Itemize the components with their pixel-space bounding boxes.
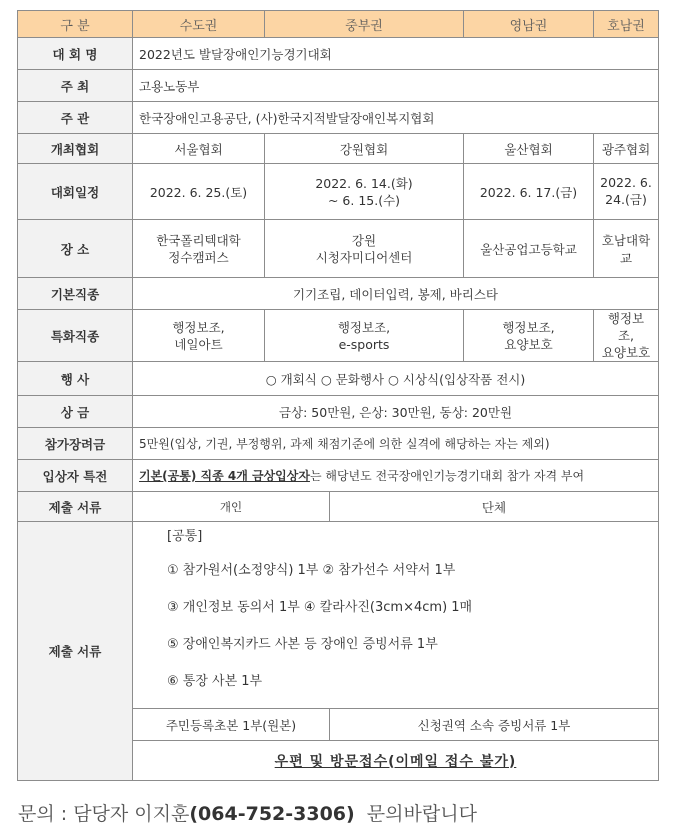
event-name-label: 대 회 명 xyxy=(18,38,133,70)
schedule-row xyxy=(18,164,659,220)
document-item: ⑥ 통장 사본 1부 xyxy=(167,674,263,689)
winner-benefit-highlight: 기본(공통) 직종 4개 금상입상자 xyxy=(139,469,310,483)
basic-jobs-label: 기본직종 xyxy=(18,278,133,310)
special-jobs-central: 행정보조, e-sports xyxy=(265,310,464,362)
mail-note: 우편 및 방문접수(이메일 접수 불가) xyxy=(274,753,517,770)
footer-contact: 담당자 이지훈 xyxy=(73,803,190,825)
basic-jobs-value: 기기조립, 데이터입력, 봉제, 바리스타 xyxy=(133,278,659,310)
event-name-row xyxy=(18,38,659,70)
special-jobs-row xyxy=(18,310,659,362)
documents-individual: 주민등록초본 1부(원본) xyxy=(133,709,330,741)
host-association-yeongnam: 울산협회 xyxy=(464,134,594,164)
prizes-value: 금상: 50만원, 은상: 30만원, 동상: 20만원 xyxy=(133,396,659,428)
host-label: 주 최 xyxy=(18,70,133,102)
venue-label: 장 소 xyxy=(18,220,133,278)
host-value: 고용노동부 xyxy=(133,70,659,102)
documents-label: 제출 서류 xyxy=(18,522,133,781)
document-item: ③ 개인정보 동의서 1부 ④ 칼라사진(3cm×4cm) 1매 xyxy=(167,600,473,615)
host-association-label: 개최협회 xyxy=(18,134,133,164)
footer-phone: (064-752-3306) xyxy=(189,803,355,825)
documents-group: 신청권역 소속 증빙서류 1부 xyxy=(330,709,659,741)
header-region-honam: 호남권 xyxy=(594,11,659,38)
header-category: 구 분 xyxy=(18,11,133,38)
venue-central: 강원 시청자미디어센터 xyxy=(265,220,464,278)
prizes-row xyxy=(18,396,659,428)
special-jobs-honam: 행정보조, 요양보호 xyxy=(594,310,659,362)
basic-jobs-row xyxy=(18,278,659,310)
header-region-yeongnam: 영남권 xyxy=(464,11,594,38)
host-association-central: 강원협회 xyxy=(265,134,464,164)
schedule-capital: 2022. 6. 25.(토) xyxy=(133,164,265,220)
winner-benefit-label: 입상자 특전 xyxy=(18,460,133,492)
submission-type-row xyxy=(18,492,659,522)
document-item: ⑤ 장애인복지카드 사본 등 장애인 증빙서류 1부 xyxy=(167,637,438,652)
participation-fee-value: 5만원(입상, 기권, 부정행위, 과제 채점기준에 의한 실격에 해당하는 자는 제외) xyxy=(133,428,659,460)
venue-row xyxy=(18,220,659,278)
schedule-central: 2022. 6. 14.(화) ~ 6. 15.(수) xyxy=(265,164,464,220)
winner-benefit-value xyxy=(133,460,659,492)
host-association-row xyxy=(18,134,659,164)
organizer-row xyxy=(18,102,659,134)
submission-group: 단체 xyxy=(330,492,659,522)
schedule-honam: 2022. 6. 24.(금) xyxy=(594,164,659,220)
venue-yeongnam: 울산공업고등학교 xyxy=(464,220,594,278)
contact-footer xyxy=(18,799,477,826)
header-region-capital: 수도권 xyxy=(133,11,265,38)
header-region-central: 중부권 xyxy=(265,11,464,38)
events-value: ○ 개회식 ○ 문화행사 ○ 시상식(입상작품 전시) xyxy=(133,362,659,396)
documents-common-cell xyxy=(133,522,659,709)
event-name-value: 2022년도 발달장애인기능경기대회 xyxy=(133,38,659,70)
footer-prefix: 문의 : xyxy=(18,803,74,825)
host-association-capital: 서울협회 xyxy=(133,134,265,164)
organizer-value: 한국장애인고용공단, (사)한국지적발달장애인복지협회 xyxy=(133,102,659,134)
special-jobs-yeongnam: 행정보조, 요양보호 xyxy=(464,310,594,362)
winner-benefit-text: 는 해당년도 전국장애인기능경기대회 참가 자격 부여 xyxy=(309,469,585,483)
winner-benefit-row xyxy=(18,460,659,492)
venue-capital: 한국폴리텍대학 정수캠퍼스 xyxy=(133,220,265,278)
host-association-honam: 광주협회 xyxy=(594,134,659,164)
document-item: ① 참가원서(소정양식) 1부 ② 참가선수 서약서 1부 xyxy=(167,563,456,578)
documents-mail-cell xyxy=(133,741,659,781)
events-label: 행 사 xyxy=(18,362,133,396)
venue-honam: 호남대학교 xyxy=(594,220,659,278)
schedule-label: 대회일정 xyxy=(18,164,133,220)
header-row xyxy=(18,11,659,38)
special-jobs-capital: 행정보조, 네일아트 xyxy=(133,310,265,362)
schedule-yeongnam: 2022. 6. 17.(금) xyxy=(464,164,594,220)
competition-info-table xyxy=(17,10,659,781)
documents-common-title: [공통] xyxy=(167,529,203,544)
participation-fee-label: 참가장려금 xyxy=(18,428,133,460)
events-row xyxy=(18,362,659,396)
prizes-label: 상 금 xyxy=(18,396,133,428)
submission-type-label: 제출 서류 xyxy=(18,492,133,522)
special-jobs-label: 특화직종 xyxy=(18,310,133,362)
submission-individual: 개인 xyxy=(133,492,330,522)
participation-fee-row xyxy=(18,428,659,460)
documents-common-row xyxy=(18,522,659,709)
host-row xyxy=(18,70,659,102)
footer-suffix: 문의바랍니다 xyxy=(354,803,477,825)
organizer-label: 주 관 xyxy=(18,102,133,134)
